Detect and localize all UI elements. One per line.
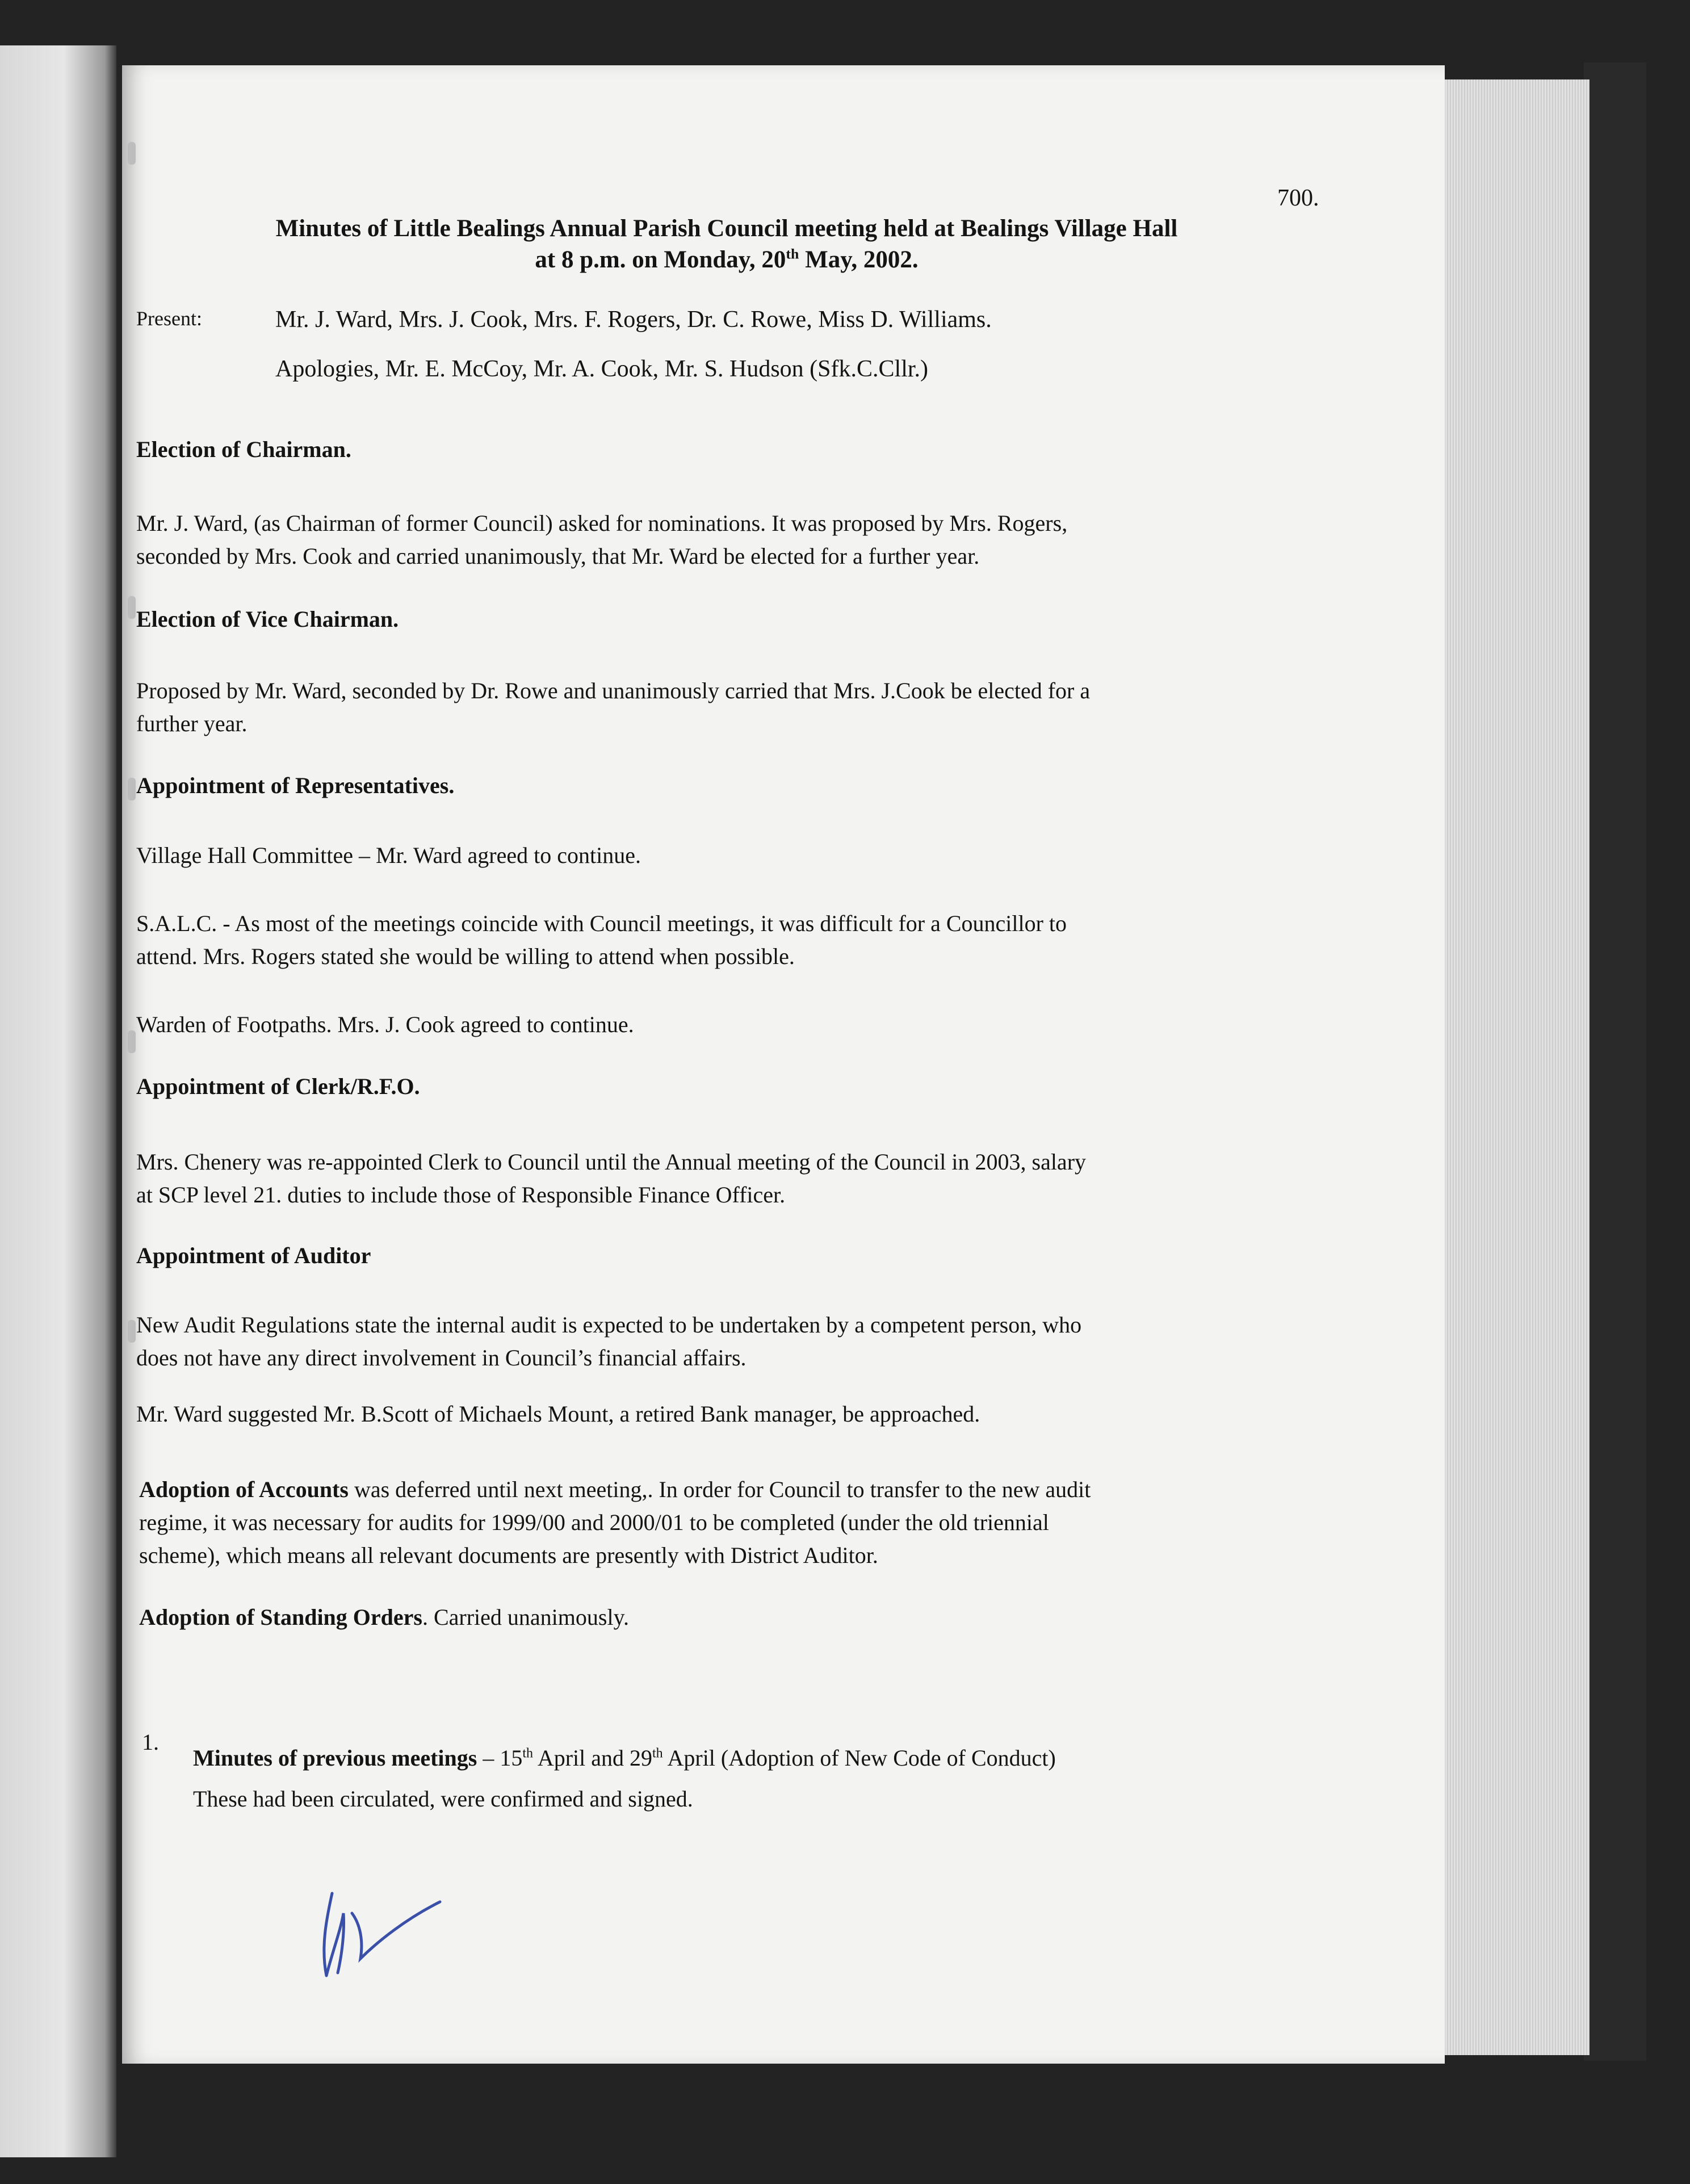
binding-hole [128, 778, 136, 800]
village-hall-text: Village Hall Committee – Mr. Ward agreed to continue. [136, 842, 641, 868]
binding-hole [128, 596, 136, 619]
heading-representatives: Appointment of Representatives. [136, 773, 455, 798]
election-vice-text: Proposed by Mr. Ward, seconded by Dr. Rowe and unanimously carried that Mrs. J.Cook be elected for a further year. [136, 678, 1091, 736]
election-chairman-text: Mr. J. Ward, (as Chairman of former Council) asked for nominations. It was proposed by Mrs. Rogers, seconded by Mrs. Cook and carried unanimously, that Mr. Ward be elected for a further year. [136, 510, 1068, 569]
item-number: 1. [142, 1729, 159, 1755]
heading-election-vice-chairman: Election of Vice Chairman. [136, 606, 399, 632]
footpaths-text: Warden of Footpaths. Mrs. J. Cook agreed to continue. [136, 1012, 634, 1037]
book-cover-edge [1584, 62, 1646, 2061]
accounts-text: Adoption of Accounts was deferred until next meeting,. In order for Council to transfer to the new audit regime, it was necessary for audits for 1999/00 and 2000/01 to be completed (under the old triennial scheme), which means all relevant documents are presently with District Auditor. [139, 1477, 1091, 1568]
clerk-text: Mrs. Chenery was re-appointed Clerk to Council until the Annual meeting of the Council in 2003, salary at SCP level 21. duties to include those of Responsible Finance Officer. [136, 1149, 1087, 1208]
left-facing-page [0, 45, 116, 2157]
present-names: Mr. J. Ward, Mrs. J. Cook, Mrs. F. Rogers, Dr. C. Rowe, Miss D. Williams. [275, 307, 992, 333]
apologies: Apologies, Mr. E. McCoy, Mr. A. Cook, Mr. S. Hudson (Sfk.C.Cllr.) [275, 356, 929, 382]
binding-hole [128, 1320, 136, 1343]
page-stack-edges [1419, 79, 1590, 2055]
standing-orders-text: Adoption of Standing Orders. Carried unanimously. [139, 1604, 629, 1630]
page-number: 700. [1277, 185, 1319, 211]
salc-text: S.A.L.C. - As most of the meetings coincide with Council meetings, it was difficult for a Councillor to attend. Mrs. Rogers stated she would be willing to attend when possible. [136, 911, 1067, 969]
title-line-1: Minutes of Little Bealings Annual Parish Council meeting held at Bealings Village Hall [275, 215, 1178, 242]
auditor-suggestion-text: Mr. Ward suggested Mr. B.Scott of Michaels Mount, a retired Bank manager, be approached. [136, 1401, 980, 1427]
heading-auditor: Appointment of Auditor [136, 1243, 371, 1268]
heading-clerk: Appointment of Clerk/R.F.O. [136, 1074, 420, 1099]
previous-minutes-text: Minutes of previous meetings – 15th April and 29th April (Adoption of New Code of Conduct) These had been circulated, were confirmed and signed. [193, 1745, 1056, 1812]
heading-election-chairman: Election of Chairman. [136, 437, 351, 462]
binding-hole [128, 1030, 136, 1053]
present-label: Present: [136, 307, 202, 330]
binding-hole [128, 142, 136, 165]
page-title [187, 213, 1266, 275]
title-line-2: at 8 p.m. on Monday, 20th May, 2002. [535, 245, 919, 274]
auditor-text: New Audit Regulations state the internal audit is expected to be undertaken by a competent person, who does not have any direct involvement in Council’s financial affairs. [136, 1312, 1082, 1370]
signature-initials [309, 1879, 457, 1987]
